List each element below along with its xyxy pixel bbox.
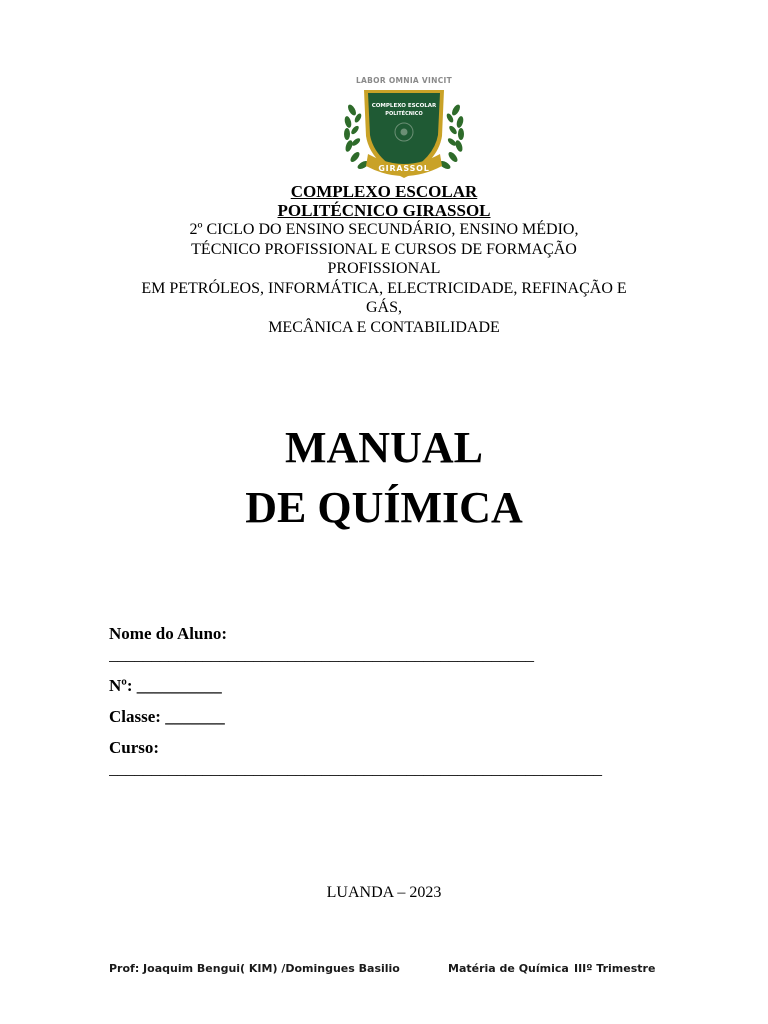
student-name-label: Nome do Aluno:	[109, 624, 228, 643]
footer-term: IIIº Trimestre	[574, 962, 656, 975]
title-line-2: DE QUÍMICA	[245, 483, 523, 532]
school-description-line: GÁS,	[365, 299, 402, 316]
school-description-line: PROFISSIONAL	[327, 260, 441, 277]
svg-text:LABOR OMNIA VINCIT: LABOR OMNIA VINCIT	[355, 76, 453, 85]
student-name-blank: __________________________________________________	[109, 646, 534, 664]
student-info-form	[109, 622, 669, 778]
city-year: LUANDA – 2023	[326, 884, 442, 901]
school-header	[0, 182, 768, 337]
school-description-line: 2º CICLO DO ENSINO SECUNDÁRIO, ENSINO MÉDIO,	[189, 221, 579, 238]
course-blank: __________________________________________________________	[109, 760, 602, 778]
school-name-line-2: POLITÉCNICO GIRASSOL	[277, 201, 491, 220]
document-title	[0, 418, 768, 538]
school-description-line: MECÂNICA E CONTABILIDADE	[268, 318, 500, 336]
svg-text:POLITÉCNICO: POLITÉCNICO	[385, 111, 423, 117]
svg-text:COMPLEXO ESCOLAR: COMPLEXO ESCOLAR	[371, 103, 437, 109]
school-name-line-1: COMPLEXO ESCOLAR	[290, 182, 478, 201]
course-label: Curso:	[109, 738, 160, 757]
footer-authors: Prof: Joaquim Bengui( KIM) /Domingues Basilio	[109, 962, 400, 975]
svg-text:GIRASSOL: GIRASSOL	[378, 164, 430, 173]
title-line-1: MANUAL	[285, 423, 483, 472]
class-field: Classe: _______	[109, 707, 225, 726]
footer-subject: Matéria de Química	[448, 962, 569, 975]
student-number-field: Nº: __________	[109, 676, 222, 695]
school-description-line: EM PETRÓLEOS, INFORMÁTICA, ELECTRICIDADE, REFINAÇÃO E	[141, 279, 627, 297]
school-logo	[338, 74, 470, 186]
school-description-line: TÉCNICO PROFISSIONAL E CURSOS DE FORMAÇÃO	[191, 240, 577, 258]
